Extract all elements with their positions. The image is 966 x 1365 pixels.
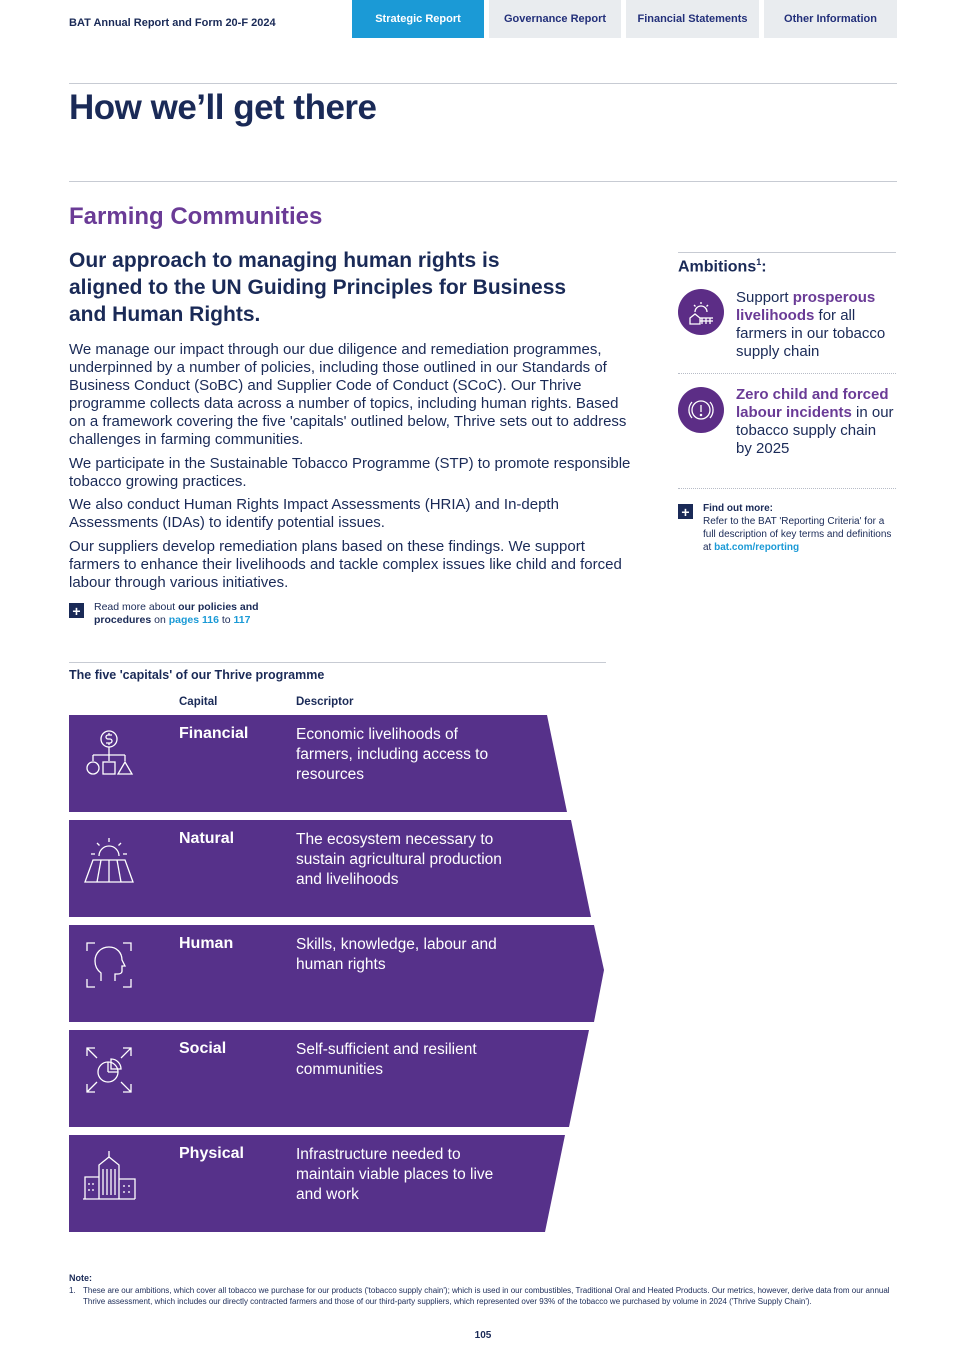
divider [678,252,896,253]
capital-descriptor: Self-sufficient and resilient communities [296,1041,477,1078]
note-label: Note: [69,1273,92,1283]
ambition-text: Zero child and forced labour incidents in our tobacco supply chain by 2025 [736,386,894,457]
tab-governance-report[interactable]: Governance Report [489,0,621,38]
capital-name: Physical [179,1145,244,1162]
footnote: 1. These are our ambitions, which cover all tobacco we purchase for our products ('tobacco supply chain'); which is used in our combustibles, Traditional Oral and Heated Products. Our metrics, however, derive data from our annual Thrive assessment, which includes our directly contracted farmers and those of our third-party suppliers, which represented over 93% of the tobacco we purchased by volume in 2024 ('Thrive Supply Chain'). [69,1286,890,1306]
paragraph: Our suppliers develop remediation plans based on these findings. We support farmers to enhance their livelihoods and tackle complex issues like child and forced labour through various initiatives. [69,538,622,591]
tab-strategic-report[interactable]: Strategic Report [352,0,484,38]
capital-row-human [69,925,614,1022]
capital-name: Financial [179,725,249,742]
capital-name: Social [179,1040,227,1057]
sun-field-icon [81,832,137,888]
divider [678,373,896,374]
capital-row-social [69,1030,614,1127]
capital-row-physical [69,1135,614,1232]
lead-statement: Our approach to managing human rights is aligned to the UN Guiding Principles for Business and Human Rights. [69,249,567,326]
reporting-link[interactable]: bat.com/reporting [714,542,800,553]
page-title: How we’ll get there [69,88,377,127]
divider [69,83,897,84]
capital-descriptor: Economic livelihoods of farmers, including access to resources [296,726,489,783]
farm-sunrise-icon [678,289,724,335]
money-structure-icon [81,727,137,783]
find-out-more: Find out more: Refer to the BAT 'Reporting Criteria' for a full description of key terms and definitions at bat.com/reporting [703,503,892,553]
divider [69,181,897,182]
divider [69,662,606,663]
capital-descriptor: Infrastructure needed to maintain viable places to live and work [296,1146,494,1203]
capital-name: Natural [179,830,235,847]
capital-descriptor: The ecosystem necessary to sustain agricultural production and livelihoods [296,831,502,888]
plus-icon: + [678,504,693,519]
tab-other-information[interactable]: Other Information [764,0,897,38]
pages-link[interactable]: pages 116 [168,614,219,626]
paragraph: We participate in the Sustainable Tobacco Programme (STP) to promote responsible tobacco growing practices. [69,455,631,490]
section-title: Farming Communities [69,203,323,230]
report-title: BAT Annual Report and Form 20-F 2024 [69,17,276,29]
head-profile-icon [81,937,137,993]
paragraph: We also conduct Human Rights Impact Assessments (HRIA) and In-depth Assessments (IDAs) to identify potential issues. [69,496,559,531]
alert-circle-icon [678,387,724,433]
paragraph: We manage our impact through our due diligence and remediation programmes, underpinned by a number of policies, including those outlined in our Standards of Business Conduct (SoBC) and Supplier Code of Conduct (SCoC). Our Thrive programme collects data across a number of topics, including human rights. Based on a framework covering the five 'capitals' outlined below, Thrive sets out to address challenges in farming communities. [69,341,627,448]
pie-chart-expand-icon [81,1042,137,1098]
ambition-text: Support prosperous livelihoods for all farmers in our tobacco supply chain [736,289,886,360]
tab-financial-statements[interactable]: Financial Statements [626,0,759,38]
capitals-heading: The five 'capitals' of our Thrive programme [69,668,325,682]
capital-row-financial [69,715,614,812]
capital-row-natural [69,820,614,917]
divider [678,488,896,489]
capital-descriptor: Skills, knowledge, labour and human rights [296,936,497,973]
read-more-link[interactable]: Read more about our policies and procedures on pages 116 to 117 [94,601,259,626]
ambitions-title: Ambitions$^1$: [678,257,767,276]
column-header-descriptor: Descriptor [296,696,354,708]
column-header-capital: Capital [179,696,218,708]
capital-name: Human [179,935,234,952]
page-end-link[interactable]: 117 [233,614,251,626]
page-number: 105 [474,1330,492,1341]
plus-icon: + [69,603,84,618]
buildings-icon [81,1147,137,1203]
